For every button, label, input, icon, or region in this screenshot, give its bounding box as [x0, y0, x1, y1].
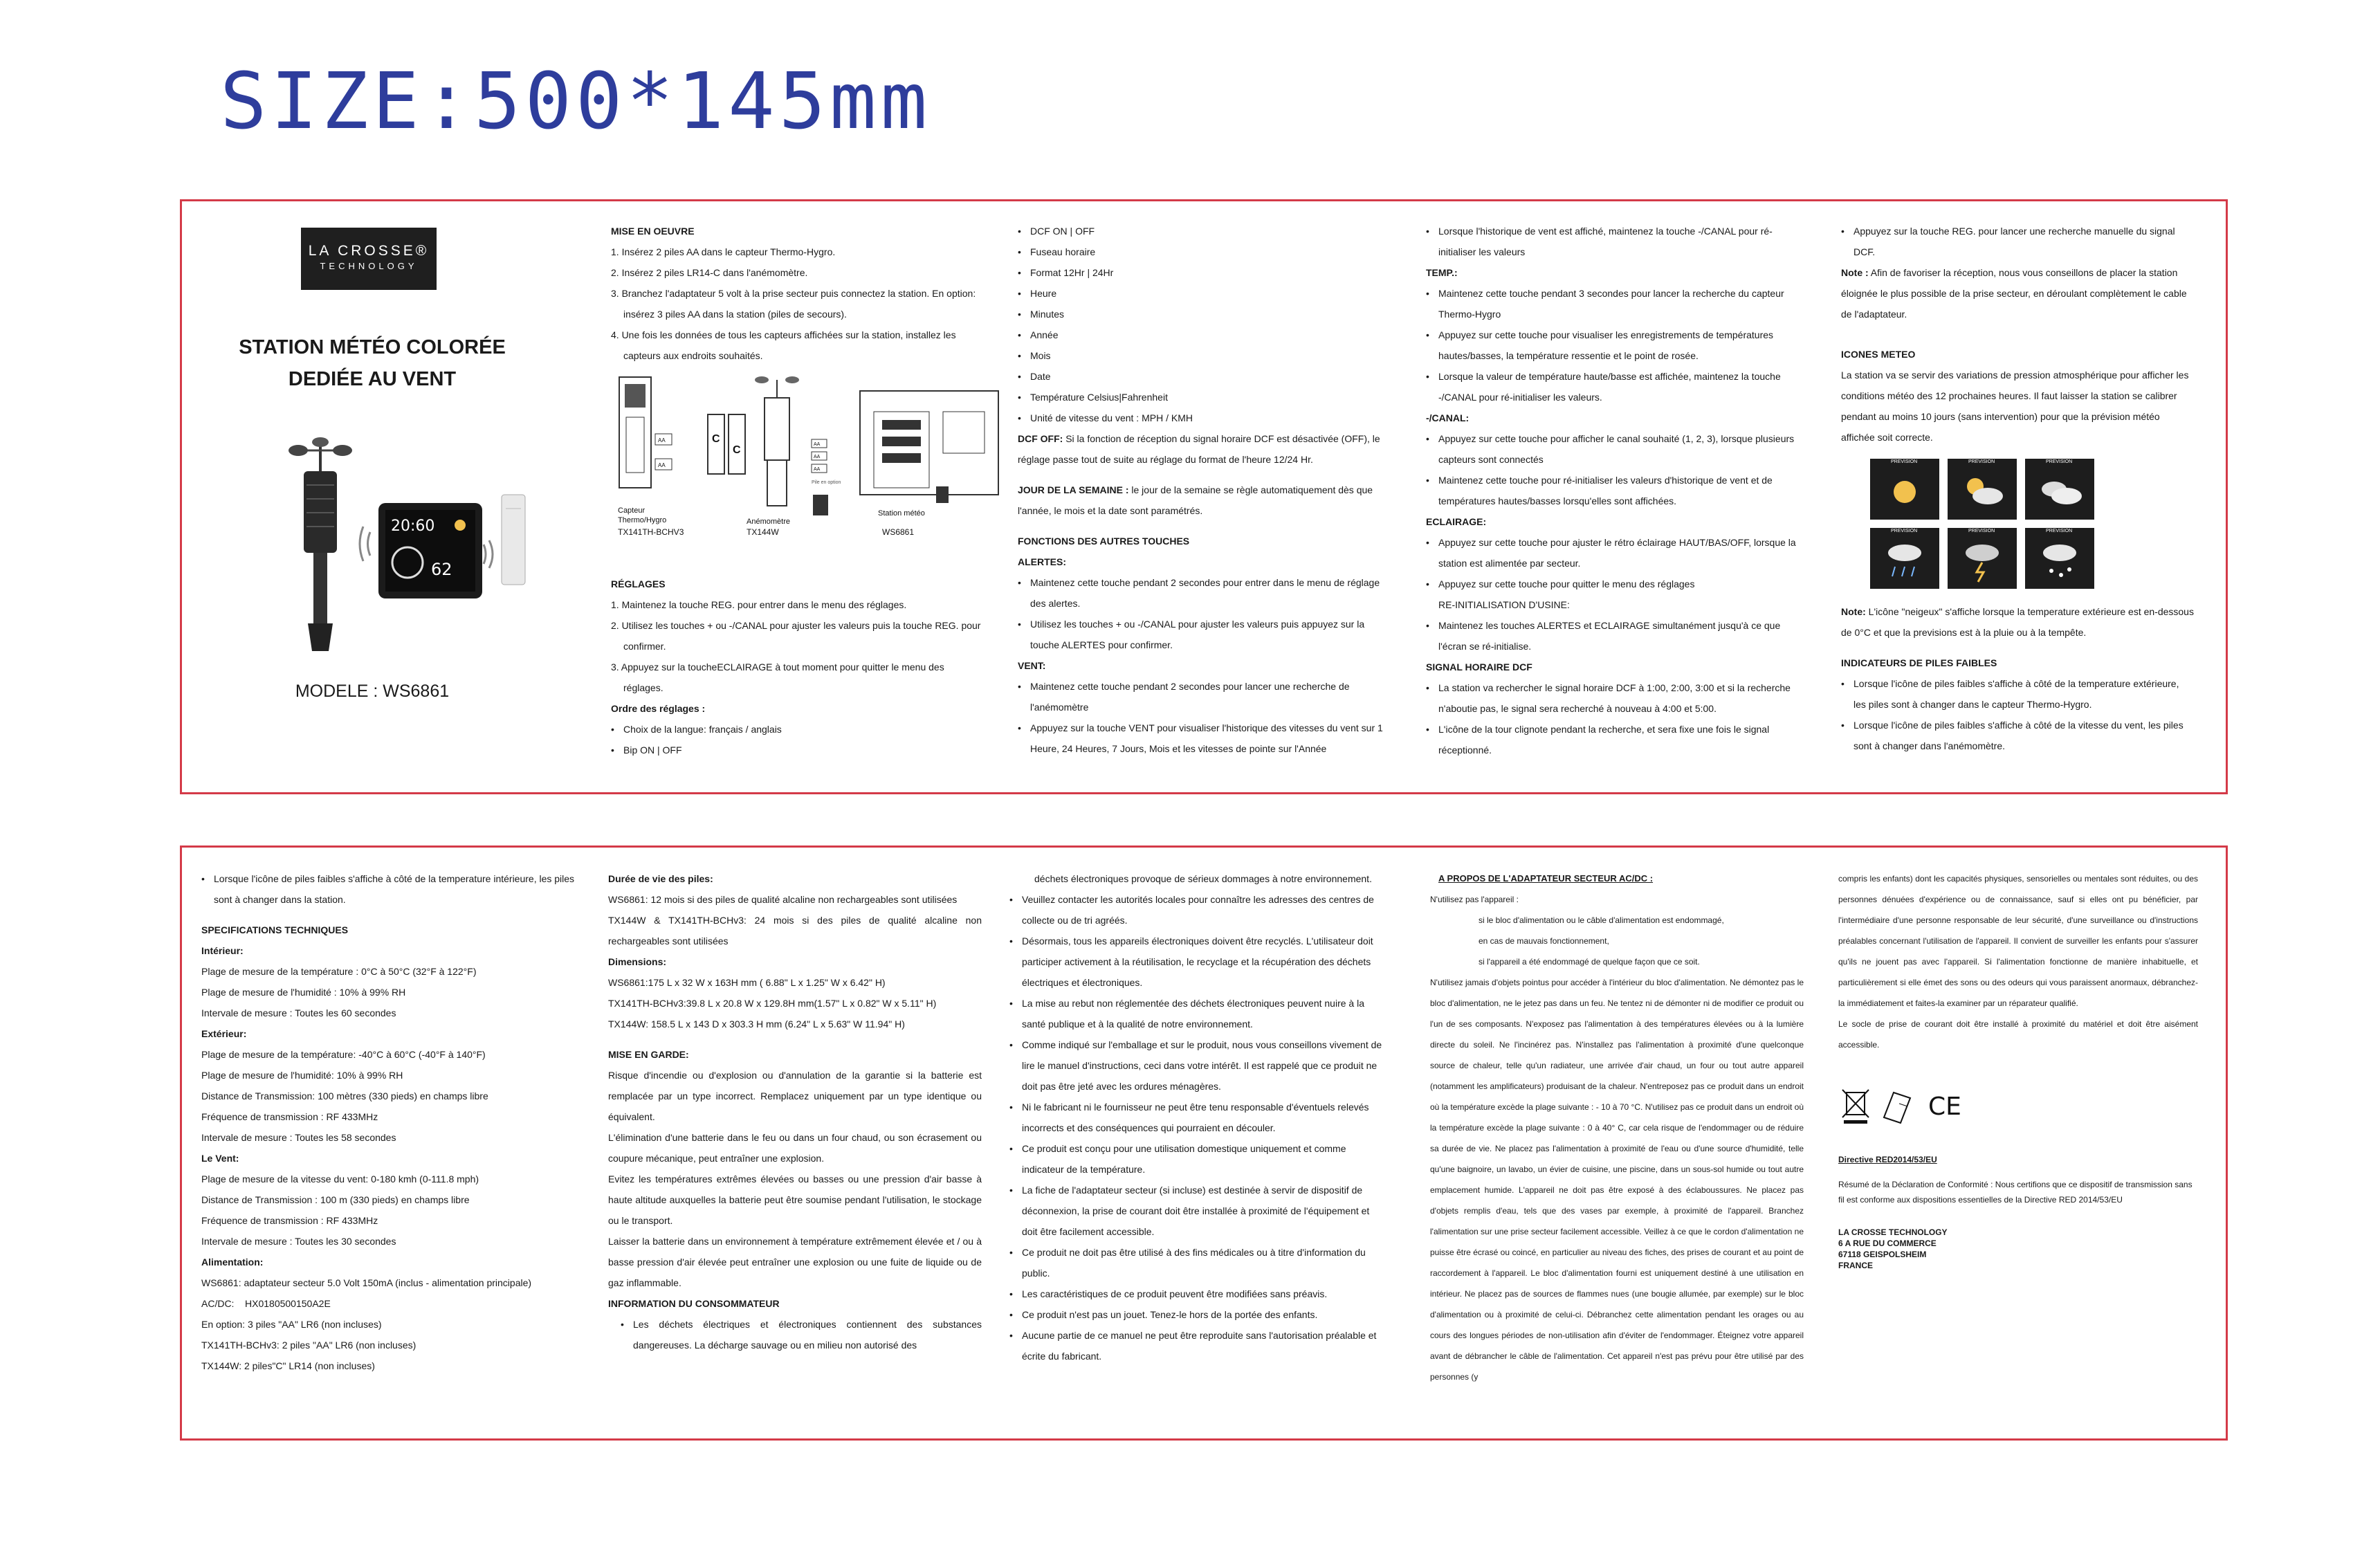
text-line: si le bloc d'alimentation ou le câble d'alimentation est endommagé,	[1479, 915, 1724, 925]
text-line: si l'appareil a été endommagé de quelque façon que ce soit.	[1479, 957, 1700, 967]
step: 3. Branchez l'adaptateur 5 volt à la prise secteur puis connectez la station. En option: insérez 3 piles AA dans la station (piles de secours).	[611, 288, 976, 320]
text-line: 3. Appuyez sur la toucheECLAIRAGE à tout moment pour quitter le menu des réglages.	[611, 661, 944, 693]
text-line: Laisser la batterie dans un environnement à température extrêmement élevée et / ou à basse pression d'air élevée peut entraîner une explosion ou une fuite de liquide ou de gaz inflammable.	[608, 1236, 982, 1288]
svg-text:AA: AA	[814, 442, 821, 447]
text-line: • Les caractéristiques de ce produit peuvent être modifiées sans préavis.	[1009, 1283, 1383, 1304]
text-line: • Année	[1018, 324, 1391, 345]
text-line: RÉGLAGES	[611, 578, 666, 589]
text-line: • Maintenez cette touche pendant 2 secondes pour entrer dans le menu de réglage des alertes.	[1018, 572, 1391, 614]
text-line: • L'icône de la tour clignote pendant la recherche, et sera fixe une fois le signal réceptionné.	[1426, 719, 1800, 760]
weee-bin-icon	[1842, 1090, 1869, 1124]
text-line: Fréquence de transmission : RF 433MHz	[201, 1111, 378, 1122]
text-line: • Veuillez contacter les autorités locales pour connaître les adresses des centres de collecte ou de tri agréés.	[1009, 889, 1383, 931]
text-line: A PROPOS DE L'ADAPTATEUR SECTEUR AC/DC :	[1438, 873, 1654, 884]
rain-icon: PREVISION	[1870, 528, 1939, 589]
text-line: TX144W: 2 piles"C" LR14 (non incluses)	[201, 1360, 375, 1371]
text-line: • Heure	[1018, 283, 1391, 304]
text-line: • DCF ON | OFF	[1018, 221, 1391, 241]
step: 2. Insérez 2 piles LR14-C dans l'anémomètre.	[611, 267, 808, 278]
anemometer-image	[289, 437, 352, 651]
text-line: • Appuyez sur cette touche pour afficher le canal souhaité (1, 2, 3), lorsque plusieurs capteurs sont connectés	[1426, 428, 1800, 470]
text-line: Note: L'icône "neigeux" s'affiche lorsque la temperature extérieure est en-dessous de 0°C et que la previsions est à la pluie ou à la tempête.	[1841, 606, 2194, 638]
text-line: TEMP.:	[1426, 267, 1458, 278]
step: 1. Insérez 2 piles AA dans le capteur Thermo-Hygro.	[611, 246, 836, 257]
text-line: en cas de mauvais fonctionnement,	[1479, 936, 1609, 946]
text-line: Durée de vie des piles:	[608, 873, 713, 884]
product-title: STATION MÉTÉO COLORÉE DEDIÉE AU VENT	[239, 336, 506, 390]
text-line: Plage de mesure de la vitesse du vent: 0-180 kmh (0-111.8 mph)	[201, 1173, 479, 1185]
text-line: 1. Maintenez la touche REG. pour entrer dans le menu des réglages.	[611, 599, 907, 610]
text-line: • Ni le fabricant ni le fournisseur ne peut être tenu responsable d'éventuels relevés incorrects et des conséquences qui pourraient en découler.	[1009, 1097, 1383, 1138]
text-line: Fréquence de transmission : RF 433MHz	[201, 1215, 378, 1226]
text-line: • Les déchets électriques et électroniques contiennent des substances dangereuses. La décharge sauvage ou en milieu non autorisé des	[608, 1314, 982, 1355]
battery-warning-column	[608, 868, 982, 1355]
text-line: • Appuyez sur cette touche pour quitter le menu des réglages	[1426, 574, 1800, 594]
settings-order-column	[1018, 221, 1391, 759]
text-line: Risque d'incendie ou d'explosion ou d'annulation de la garantie si la batterie est remplacée par un type incorrect. Remplacez uniquement par un type identique ou équivalent.	[608, 1070, 982, 1122]
text-line: Alimentation:	[201, 1256, 264, 1268]
text-line: • Lorsque l'icône de piles faibles s'affiche à côté de la vitesse du vent, les piles sont à changer dans l'anémomètre.	[1841, 715, 2194, 756]
text-line: • Comme indiqué sur l'emballage et sur le produit, nous vous conseillons vivement de lire le manuel d'instructions, ceci dans votre intérêt. Il est rappelé que ce produit ne doit pas être jeté avec les ordures ménagères.	[1009, 1034, 1383, 1097]
weather-station-image	[378, 503, 482, 598]
directive-section	[1838, 1152, 2198, 1271]
svg-text:WS6861: WS6861	[882, 527, 915, 536]
text-line: DCF OFF: Si la fonction de réception du signal horaire DCF est désactivée (OFF), le réglage passe tout de suite au réglage du format de l'heure 12/24 Hr.	[1018, 433, 1380, 465]
svg-text:20:60: 20:60	[391, 518, 435, 535]
text-line: • Maintenez cette touche pendant 2 secondes pour lancer une recherche de l'anémomètre	[1018, 676, 1391, 717]
text-line: • Maintenez cette touche pendant 3 secondes pour lancer la recherche du capteur Thermo-Hygro	[1426, 283, 1800, 324]
text-line: • Unité de vitesse du vent : MPH / KMH	[1018, 408, 1391, 428]
text-line: • La mise au rebut non réglementée des déchets électroniques peuvent nuire à la santé publique et à la qualité de notre environnement.	[1009, 993, 1383, 1034]
svg-text:Thermo/Hygro: Thermo/Hygro	[618, 516, 667, 524]
text-line: • Bip ON | OFF	[611, 740, 985, 760]
svg-text:AA: AA	[658, 437, 666, 444]
text-line: • Appuyez sur cette touche pour visualiser les enregistrements de températures hautes/basses, la température ressentie et le point de rosée.	[1426, 324, 1800, 366]
svg-text:AA: AA	[658, 462, 666, 468]
text-line: • Appuyez sur cette touche pour ajuster le rétro éclairage HAUT/BAS/OFF, lorsque la station est alimentée par secteur.	[1426, 532, 1800, 574]
text-line: ALERTES:	[1018, 556, 1066, 567]
manual-read-icon	[1884, 1093, 1910, 1123]
text-line: WS6861: adaptateur secteur 5.0 Volt 150mA (inclus - alimentation principale)	[201, 1277, 532, 1288]
text-line: FONCTIONS DES AUTRES TOUCHES	[1018, 536, 1190, 547]
text-line: SIGNAL HORAIRE DCF	[1426, 661, 1532, 673]
text-line: 2. Utilisez les touches + ou -/CANAL pour ajuster les valeurs puis la touche REG. pour confirmer.	[611, 620, 981, 652]
text-line: FRANCE	[1838, 1261, 1873, 1270]
partly-cloudy-icon: PREVISION	[1948, 459, 2017, 520]
text-line: • Aucune partie de ce manuel ne peut être reproduite sans l'autorisation préalable et écrite du fabricant.	[1009, 1325, 1383, 1366]
text-line: 6 A RUE DU COMMERCE	[1838, 1238, 1937, 1248]
text-line: Plage de mesure de la température: -40°C à 60°C (-40°F à 140°F)	[201, 1049, 486, 1060]
text-line: Ordre des réglages :	[611, 703, 706, 714]
text-line: Plage de mesure de la température : 0°C à 50°C (32°F à 122°F)	[201, 966, 477, 977]
step: 4. Une fois les données de tous les capteurs affichées sur la station, installez les capteurs aux endroits souhaités.	[611, 329, 956, 361]
buttons-column	[1426, 221, 1800, 760]
text-line: Le socle de prise de courant doit être installé à proximité du matériel et doit être aisément accessible.	[1838, 1019, 2198, 1050]
text-line: • Appuyez sur la touche VENT pour visualiser l'historique des vitesses du vent sur 1 Heure, 24 Heures, 7 Jours, Mois et les vitesses de pointe sur l'Année	[1018, 717, 1391, 759]
svg-text:62: 62	[431, 560, 452, 579]
text-line: • Désormais, tous les appareils électroniques doivent être recyclés. L'utilisateur doit participer activement à la réutilisation, le recyclage et la récupération des déchets électriques et électroniques.	[1009, 931, 1383, 993]
forecast-icons-grid	[1870, 459, 2094, 589]
size-title: SIZE:500*145mm	[220, 57, 932, 147]
sunny-icon: PREVISION	[1870, 459, 1939, 520]
text-line: Evitez les températures extrêmes élevées ou basses ou une pression d'air basse à haute altitude auxquelles la batterie peut être soumise pendant l'utilisation, le stockage ou le transport.	[608, 1173, 982, 1226]
text-line: N'utilisez pas l'appareil :	[1430, 895, 1519, 904]
text-line: Plage de mesure de l'humidité: 10% à 99% RH	[201, 1070, 403, 1081]
svg-text:Capteur: Capteur	[618, 506, 646, 515]
text-line: TX141TH-BCHv3: 2 piles "AA" LR6 (non incluses)	[201, 1340, 416, 1351]
text-line: ECLAIRAGE:	[1426, 516, 1487, 527]
text-line: Dimensions:	[608, 956, 667, 967]
svg-text:C: C	[712, 433, 720, 445]
text-line: • Utilisez les touches + ou -/CANAL pour ajuster les valeurs puis appuyez sur la touche ALERTES pour confirmer.	[1018, 614, 1391, 655]
brand-logo: LA CROSSE® TECHNOLOGY	[301, 228, 437, 290]
text-line: • Lorsque la valeur de température haute/basse est affichée, maintenez la touche -/CANAL pour ré-initialiser les valeurs.	[1426, 366, 1800, 408]
text-line: • La fiche de l'adaptateur secteur (si incluse) est destinée à servir de dispositif de déconnexion, la prise de courant doit être installée à proximité de l'équipement et doit être facilement accessible.	[1009, 1180, 1383, 1242]
text-line: • Ce produit est conçu pour une utilisation domestique uniquement et comme indicateur de la température.	[1009, 1138, 1383, 1180]
model-number: MODELE : WS6861	[295, 682, 450, 701]
text-line: • Fuseau horaire	[1018, 241, 1391, 262]
text-line: • Ce produit ne doit pas être utilisé à des fins médicales ou à titre d'information du public.	[1009, 1242, 1383, 1283]
text-line: • Ce produit n'est pas un jouet. Tenez-le hors de la portée des enfants.	[1009, 1304, 1383, 1325]
text-line: INDICATEURS DE PILES FAIBLES	[1841, 657, 1997, 668]
text-line: • Lorsque l'historique de vent est affiché, maintenez la touche -/CANAL pour ré-initialiser les valeurs	[1426, 221, 1800, 262]
text-line: Extérieur:	[201, 1028, 247, 1039]
svg-text:Pile en option: Pile en option	[812, 480, 841, 485]
setup-diagram	[611, 370, 1005, 536]
text-line: L'élimination d'une batterie dans le feu ou dans un four chaud, ou son écrasement ou coupure mécanique, peut entraîner une explosion.	[608, 1132, 982, 1164]
text-line: Résumé de la Déclaration de Conformité : Nous certifions que ce dispositif de transmission sans fil est conforme aux dispositions essentielles de la Directive RED 2014/53/EU	[1838, 1180, 2193, 1205]
text-line: TX144W & TX141TH-BCHv3: 24 mois si des piles de qualité alcaline non rechargeables sont utilisées	[608, 915, 982, 947]
svg-text:TX144W: TX144W	[747, 527, 779, 536]
text-line: Plage de mesure de l'humidité : 10% à 99% RH	[201, 987, 406, 998]
thermo-hygro-sensor-image	[502, 495, 525, 585]
text-line: • Format 12Hr | 24Hr	[1018, 262, 1391, 283]
product-illustration	[244, 437, 535, 658]
text-line: • Lorsque l'icône de piles faibles s'affiche à côté de la temperature extérieure, les piles sont à changer dans le capteur Thermo-Hygro.	[1841, 673, 2194, 715]
reglages-section	[611, 574, 985, 760]
text-line: Intervale de mesure : Toutes les 58 secondes	[201, 1132, 396, 1143]
text-line: WS6861: 12 mois si des piles de qualité alcaline non rechargeables sont utilisées	[608, 894, 958, 905]
text-line: TX141TH-BCHv3:39.8 L x 20.8 W x 129.8H mm(1.57" L x 0.82" W x 5.11" H)	[608, 998, 937, 1009]
text-line: Intérieur:	[201, 945, 244, 956]
text-line: INFORMATION DU CONSOMMATEUR	[608, 1298, 780, 1309]
text-line: En option: 3 piles "AA" LR6 (non incluses)	[201, 1319, 382, 1330]
setup-column	[611, 221, 985, 366]
storm-icon: PREVISION	[1948, 528, 2017, 589]
manual-sheet-front	[180, 199, 2228, 794]
adapter-safety-column	[1430, 868, 1804, 1387]
text-line: Distance de Transmission : 100 m (330 pieds) en champs libre	[201, 1194, 470, 1205]
text-line: Distance de Transmission: 100 mètres (330 pieds) en champs libre	[201, 1090, 488, 1101]
snow-icon: PREVISION	[2025, 528, 2094, 589]
text-line: • Maintenez cette touche pour ré-initialiser les valeurs d'historique de vent et de températures hautes/basses lorsqu'elles sont affichées.	[1426, 470, 1800, 511]
compliance-column	[1838, 868, 2198, 1055]
text-line: • Appuyez sur la touche REG. pour lancer une recherche manuelle du signal DCF.	[1841, 221, 2194, 262]
text-line: • Maintenez les touches ALERTES et ECLAIRAGE simultanément jusqu'à ce que l'écran se ré-initialise.	[1426, 615, 1800, 657]
ce-mark: CE	[1928, 1093, 1961, 1121]
text-line: • La station va rechercher le signal horaire DCF à 1:00, 2:00, 3:00 et si la recherche n'aboutie pas, le signal sera recherché à nouveau à 4:00 et 5:00.	[1426, 677, 1800, 719]
text-line: JOUR DE LA SEMAINE : le jour de la semaine se règle automatiquement dès que l'année, le mois et la date sont paramétrés.	[1018, 484, 1373, 516]
text-line: • Lorsque l'icône de piles faibles s'affiche à côté de la temperature intérieure, les piles sont à changer dans la station.	[201, 868, 589, 910]
text-line: • Mois	[1018, 345, 1391, 366]
text-line: Directive RED2014/53/EU	[1838, 1155, 1937, 1164]
compliance-marks	[1838, 1083, 2004, 1127]
text-line: RE-INITIALISATION D'USINE:	[1438, 599, 1570, 610]
text-line: WS6861:175 L x 32 W x 163H mm ( 6.88" L x 1.25" W x 6.42" H)	[608, 977, 886, 988]
text-line: déchets électroniques provoque de sérieux dommages à notre environnement.	[1034, 873, 1372, 884]
svg-text:C: C	[733, 444, 741, 456]
text-line: • Choix de la langue: français / anglais	[611, 719, 985, 740]
manufacturer-address: LA CROSSE TECHNOLOGY	[1838, 1227, 1948, 1237]
forecast-column	[1841, 221, 2194, 448]
text-line: • Température Celsius|Fahrenheit	[1018, 387, 1391, 408]
text-line: • Date	[1018, 366, 1391, 387]
text-line: MISE EN OEUVRE	[611, 226, 695, 237]
text-line: ICONES METEO	[1841, 349, 1916, 360]
text-line: N'utilisez jamais d'objets pointus pour accéder à l'intérieur du bloc d'alimentation. Ne démontez pas le bloc d'alimentation, ne le jetez pas dans un feu. Ne tentez ni de démonter ni de modifier ce produit ou l'un de ses composants. N'exposez pas l'alimentation à des températures élevées ou à la lumière directe du soleil. Ne l'incinérez pas. N'installez pas l'alimentation à proximité d'une quelconque source de chaleur, telle qu'un radiateur, une arrivée d'air chaud, un four ou tout autre appareil (notamment les amplificateurs) produisant de la chaleur. N'entreposez pas ce produit dans un endroit où la température excède la plage suivante : - 10 à 70 °C. N'utilisez pas ce produit dans un endroit où la température excède la plage suivante : 0 à 40° C, car cela risque de l'endommager ou de réduire sa durée de vie. Ne placez pas l'alimentation à proximité de l'eau ou d'une source d'humidité, telle qu'une baignoire, un lavabo, un évier de cuisine, une piscine, dans un sous-sol humide ou tout autre emplacement humide. L'appareil ne doit pas être exposé à des éclaboussures. Ne placez pas d'objets remplis d'eau, tels que des vases par exemple, à proximité de l'appareil. Branchez l'alimentation sur une prise secteur facilement accessible. Veillez à ce que le cordon d'alimentation ne puisse être écrasé ou coincé, en particulier au niveau des fiches, des prises de courant et au point de raccordement à l'appareil. Le bloc d'alimentation fourni est uniquement destiné à une utilisation en intérieur. Ne placez pas de sources de flammes nues (une bougie allumée, par exemple) sur le bloc d'alimentation ou à proximité de celui-ci. Débranchez cette alimentation pendant les orages ou au cours des longues périodes de non-utilisation afin d'éviter de l'endommager. Éteignez votre appareil avant de débrancher le câble de l'alimentation. Cet appareil n'est pas prévu pour être utilisé par des personnes (y	[1430, 978, 1804, 1382]
cloudy-icon: PREVISION	[2025, 459, 2094, 520]
text-line: 67118 GEISPOLSHEIM	[1838, 1250, 1927, 1259]
notes-column	[1841, 601, 2194, 756]
text-line: compris les enfants) dont les capacités physiques, sensorielles ou mentales sont réduites, ou des personnes dénuées d'expérience ou de connaissance, sauf si elles ont pu bénéficier, par l'intermédiaire d'une personne responsable de leur sécurité, d'une surveillance ou d'instructions préalables concernant l'utilisation de l'appareil. Il convient de surveiller les enfants pour s'assurer qu'ils ne jouent pas avec l'appareil. Si l'alimentation fonctionne de manière inhabituelle, et particulièrement si elle émet des sons ou des odeurs qui vous paraissent anormaux, débranchez-la immédiatement et faites-la examiner par un réparateur qualifié.	[1838, 874, 2198, 1008]
text-line: Intervale de mesure : Toutes les 60 secondes	[201, 1007, 396, 1018]
svg-text:Anémomètre: Anémomètre	[747, 518, 790, 526]
text-line: -/CANAL:	[1426, 412, 1470, 423]
text-line: Note : Afin de favoriser la réception, nous vous conseillons de placer la station éloignée le plus possible de la prise secteur, en déroulant complètement le cable de l'adaptateur.	[1841, 267, 2187, 320]
svg-text:Station météo: Station météo	[878, 509, 925, 518]
text-line: VENT:	[1018, 660, 1046, 671]
text-line: • Minutes	[1018, 304, 1391, 324]
svg-text:AA: AA	[814, 467, 821, 472]
text-line: Intervale de mesure : Toutes les 30 secondes	[201, 1236, 396, 1247]
text-line: MISE EN GARDE:	[608, 1049, 689, 1060]
svg-text:AA: AA	[814, 455, 821, 459]
text-line: TX144W: 158.5 L x 143 D x 303.3 H mm (6.24" L x 5.63" W 11.94" H)	[608, 1018, 905, 1030]
text-line: Le Vent:	[201, 1153, 239, 1164]
specifications-column	[201, 868, 589, 1376]
text-line: AC/DC: HX0180500150A2E	[201, 1298, 331, 1309]
manual-sheet-back	[180, 845, 2228, 1441]
svg-text:TX141TH-BCHV3: TX141TH-BCHV3	[618, 527, 684, 536]
text-line: SPECIFICATIONS TECHNIQUES	[201, 924, 349, 935]
consumer-info-column	[1009, 868, 1383, 1366]
text-line: La station va se servir des variations de pression atmosphérique pour afficher les conditions météo des 12 prochaines heures. Il faut laisser la station se calibrer pendant au moins 10 jours (sans intervention) pour que la prévision météo affichée soit correcte.	[1841, 369, 2189, 443]
